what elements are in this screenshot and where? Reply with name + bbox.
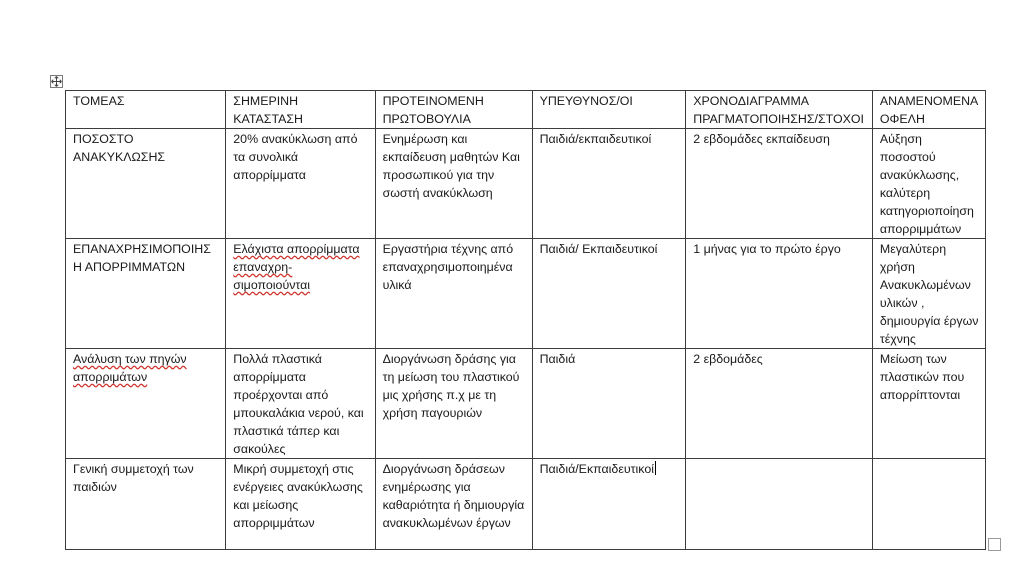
- header-cell-timeline[interactable]: ΧΡΟΝΟΔΙΑΓΡΑΜΜΑ ΠΡΑΓΜΑΤΟΠΟΙΗΣΗΣ/ΣΤΟΧΟΙ: [686, 91, 873, 129]
- table-cell[interactable]: [226, 239, 375, 349]
- table-row: [66, 349, 986, 459]
- table-cell[interactable]: ΕΠΑΝΑΧΡΗΣΙΜΟΠΟΙΗΣΗ ΑΠΟΡΡΙΜΜΑΤΩΝ: [66, 239, 226, 349]
- header-cell-current-state[interactable]: ΣΗΜΕΡΙΝΗ ΚΑΤΑΣΤΑΣΗ: [226, 91, 375, 129]
- table-cell[interactable]: Διοργάνωση δράσης για τη μείωση του πλαστικού μις χρήσης π.χ με τη χρήση παγουριών: [375, 349, 532, 459]
- table-cell[interactable]: [872, 459, 985, 550]
- table-cell[interactable]: [66, 349, 226, 459]
- header-cell-sector[interactable]: ΤΟΜΕΑΣ: [66, 91, 226, 129]
- table-resize-handle[interactable]: [988, 538, 1001, 551]
- table-cell[interactable]: Ενημέρωση και εκπαίδευση μαθητών Και προσωπικού για την σωστή ανακύκλωση: [375, 129, 532, 239]
- table-move-handle[interactable]: [50, 75, 63, 88]
- header-cell-expected-benefits[interactable]: ΑΝΑΜΕΝΟΜΕΝΑ ΟΦΕΛΗ: [872, 91, 985, 129]
- table-cell[interactable]: Πολλά πλαστικά απορρίμματα προέρχονται από μπουκαλάκια νερού, και πλαστικά τάπερ και σακούλες: [226, 349, 375, 459]
- table-row: [66, 239, 986, 349]
- table-cell[interactable]: ΠΟΣΟΣΤΟ ΑΝΑΚΥΚΛΩΣΗΣ: [66, 129, 226, 239]
- table-cell[interactable]: 2 εβδομάδες εκπαίδευση: [686, 129, 873, 239]
- table-cell[interactable]: Αύξηση ποσοστού ανακύκλωσης, καλύτερη κατηγοριοποίηση απορριμμάτων: [872, 129, 985, 239]
- move-arrows-icon: [51, 76, 62, 87]
- table-row: [66, 459, 986, 550]
- table-cell[interactable]: Εργαστήρια τέχνης από επαναχρησιμοποιημένα υλικά: [375, 239, 532, 349]
- spellcheck-flagged-text: Ελάχιστα απορρίμματα επαναχρη-σιμοποιούνται: [233, 242, 360, 292]
- table-cell[interactable]: Παιδιά/εκπαιδευτικοί: [532, 129, 686, 239]
- table-cell[interactable]: Παιδιά/ Εκπαιδευτικοί: [532, 239, 686, 349]
- table-cell[interactable]: Μείωση των πλαστικών που απορρίπτονται: [872, 349, 985, 459]
- table-cell[interactable]: Μεγαλύτερη χρήση Ανακυκλωμένων υλικών , δημιουργία έργων τέχνης: [872, 239, 985, 349]
- table-cell[interactable]: Παιδιά: [532, 349, 686, 459]
- table-cell[interactable]: 2 εβδομάδες: [686, 349, 873, 459]
- table-row: [66, 129, 986, 239]
- spellcheck-flagged-text: Ανάλυση των πηγών απορριμάτων: [73, 352, 187, 384]
- table-cell[interactable]: [686, 459, 873, 550]
- table-cell[interactable]: Γενική συμμετοχή των παιδιών: [66, 459, 226, 550]
- text-cursor: [655, 461, 656, 475]
- table-cell[interactable]: Παιδιά/Εκπαιδευτικοί: [532, 459, 686, 550]
- header-cell-proposed-initiative[interactable]: ΠΡΟΤΕΙΝΟΜΕΝΗ ΠΡΩΤΟΒΟΥΛΙΑ: [375, 91, 532, 129]
- table-cell[interactable]: 20% ανακύκλωση από τα συνολικά απορρίμματα: [226, 129, 375, 239]
- table-cell[interactable]: 1 μήνας για το πρώτο έργο: [686, 239, 873, 349]
- table-cell[interactable]: Διοργάνωση δράσεων ενημέρωσης για καθαριότητα ή δημιουργία ανακυκλωμένων έργων: [375, 459, 532, 550]
- header-row: [66, 91, 986, 129]
- header-cell-responsible[interactable]: ΥΠΕΥΘΥΝΟΣ/ΟΙ: [532, 91, 686, 129]
- action-plan-table: [65, 90, 986, 550]
- table-cell[interactable]: Μικρή συμμετοχή στις ενέργειες ανακύκλωσης και μείωσης απορριμμάτων: [226, 459, 375, 550]
